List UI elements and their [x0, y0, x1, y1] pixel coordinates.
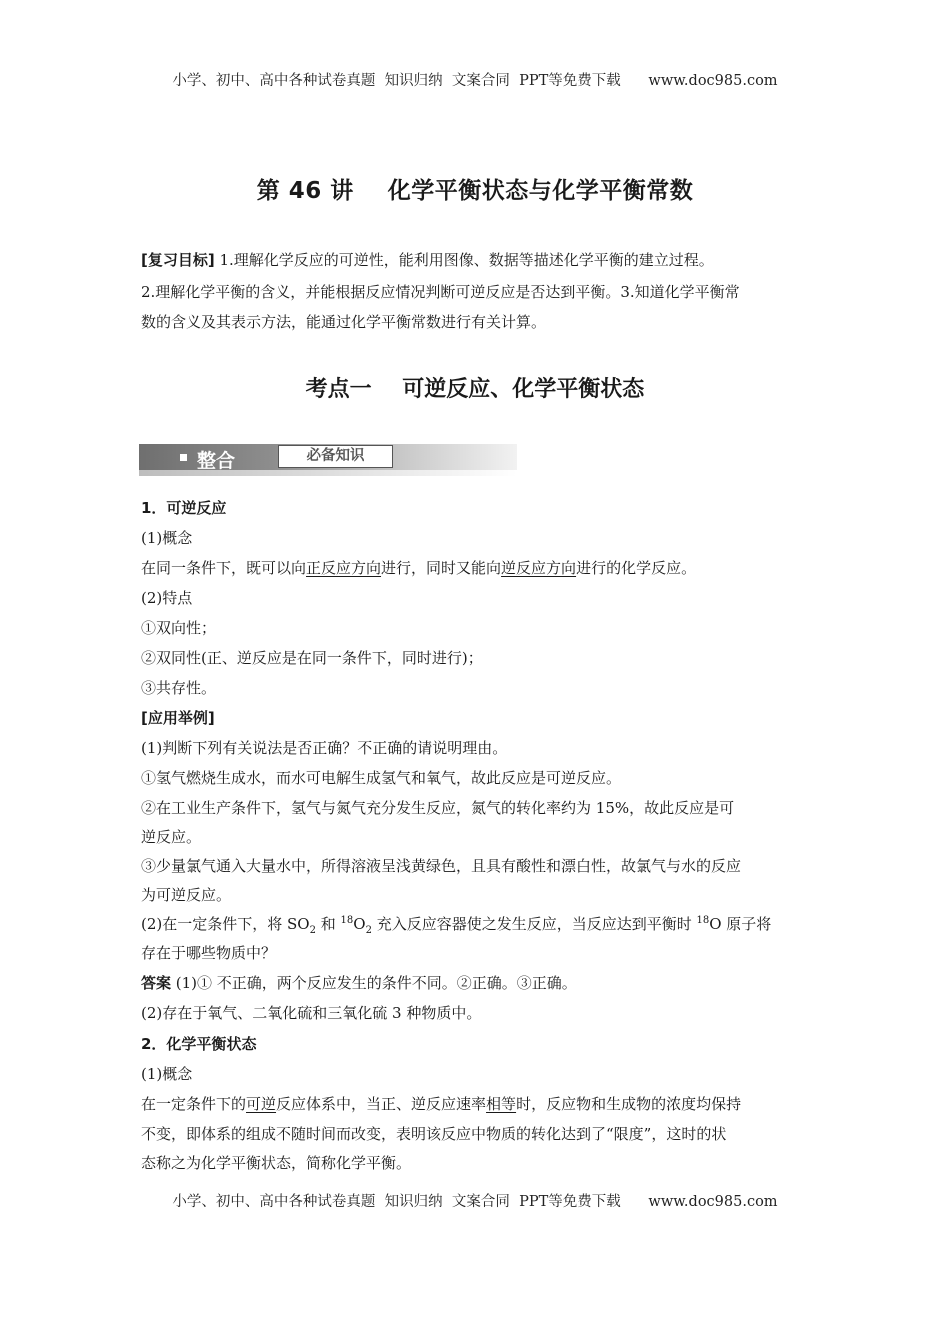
- question-1b-line-2: 逆反应。: [141, 828, 202, 846]
- equilibrium-def-line-1: [141, 1094, 741, 1114]
- q2-sup-2: 18: [696, 915, 710, 926]
- q2-sup-1: 18: [340, 915, 354, 926]
- definition-blank-reverse: 逆反应方向: [501, 559, 577, 577]
- eq-text-c: 时，反应物和生成物的浓度均保持: [516, 1095, 742, 1113]
- eq-blank-reversible: 可逆: [246, 1095, 277, 1113]
- question-1c-line-2: 为可逆反应。: [141, 886, 232, 904]
- definition-line: [141, 558, 696, 578]
- q2-sub-2: 2: [365, 925, 372, 936]
- banner-label-left: 整合: [197, 450, 236, 472]
- section-banner: [139, 444, 517, 478]
- concept-label-1: (1)概念: [141, 529, 193, 547]
- definition-text-b: 进行，同时又能向: [381, 559, 502, 577]
- q2-text-b: 和: [315, 915, 341, 933]
- question-1b-line-1: ②在工业生产条件下，氢气与氮气充分发生反应，氮气的转化率约为 15%，故此反应是可: [141, 799, 735, 817]
- square-icon: [180, 454, 187, 461]
- answer-line-2: (2)存在于氧气、二氧化硫和三氧化硫 3 种物质中。: [141, 1004, 482, 1022]
- concept-label-2: (1)概念: [141, 1065, 193, 1083]
- equilibrium-def-line-2: 不变，即体系的组成不随时间而改变，表明该反应中物质的转化达到了“限度”，这时的状: [141, 1125, 727, 1143]
- q2-text-d: 充入反应容器使之发生反应，当反应达到平衡时: [371, 915, 697, 933]
- question-1: (1)判断下列有关说法是否正确？不正确的请说明理由。: [141, 739, 508, 757]
- review-goals-line-2: 2.理解化学平衡的含义，并能根据反应情况判断可逆反应是否达到平衡。3.知道化学平衡常: [141, 283, 740, 301]
- review-goals-text-1: 1.理解化学反应的可逆性，能利用图像、数据等描述化学平衡的建立过程。: [214, 251, 714, 269]
- eq-blank-equal: 相等: [486, 1095, 517, 1113]
- equilibrium-def-line-3: 态称之为化学平衡状态，简称化学平衡。: [141, 1154, 412, 1172]
- answer-label: 答案: [141, 974, 172, 992]
- page-header: 小学、初中、高中各种试卷真题 知识归纳 文案合同 PPT等免费下载 www.doc985.com: [172, 73, 778, 89]
- section-title: 考点一 可逆反应、化学平衡状态: [305, 377, 645, 402]
- review-goals-line-3: 数的含义及其表示方法，能通过化学平衡常数进行有关计算。: [141, 313, 547, 331]
- lecture-title: 第 46 讲 化学平衡状态与化学平衡常数: [256, 178, 694, 204]
- definition-text-a: 在同一条件下，既可以向: [141, 559, 307, 577]
- definition-blank-forward: 正反应方向: [306, 559, 382, 577]
- answer-text-1: (1)① 不正确，两个反应发生的条件不同。②正确。③正确。: [171, 974, 577, 992]
- answer-line-1: [141, 973, 577, 993]
- q2-text-c: O: [353, 915, 366, 933]
- feature-2: ②双同性(正、逆反应是在同一条件下，同时进行)；: [141, 649, 483, 667]
- banner-shadow: [139, 470, 517, 476]
- eq-text-a: 在一定条件下的: [141, 1095, 247, 1113]
- features-label: (2)特点: [141, 589, 193, 607]
- review-goals-line-1: [141, 250, 714, 270]
- question-1a: ①氢气燃烧生成水，而水可电解生成氢气和氧气，故此反应是可逆反应。: [141, 769, 622, 787]
- question-2-line-2: 存在于哪些物质中？: [141, 944, 277, 962]
- feature-3: ③共存性。: [141, 679, 217, 697]
- feature-1: ①双向性；: [141, 619, 217, 637]
- definition-text-c: 进行的化学反应。: [576, 559, 697, 577]
- eq-text-b: 反应体系中，当正、逆反应速率: [276, 1095, 487, 1113]
- question-1c-line-1: ③少量氯气通入大量水中，所得溶液呈浅黄绿色，且具有酸性和漂白性，故氯气与水的反应: [141, 857, 742, 875]
- example-label: [应用举例]: [141, 709, 215, 727]
- q2-sub-1: 2: [309, 925, 316, 936]
- banner-label-right: 必备知识: [278, 445, 393, 468]
- q2-text-e: O 原子将: [709, 915, 772, 933]
- q2-text-a: (2)在一定条件下，将 SO: [141, 915, 310, 933]
- heading-reversible-reaction: 1．可逆反应: [141, 499, 227, 517]
- heading-equilibrium-state: 2．化学平衡状态: [141, 1035, 257, 1053]
- review-goals-label: [复习目标]: [141, 251, 215, 269]
- question-2-line-1: [141, 914, 771, 934]
- page-footer: 小学、初中、高中各种试卷真题 知识归纳 文案合同 PPT等免费下载 www.doc985.com: [172, 1194, 778, 1210]
